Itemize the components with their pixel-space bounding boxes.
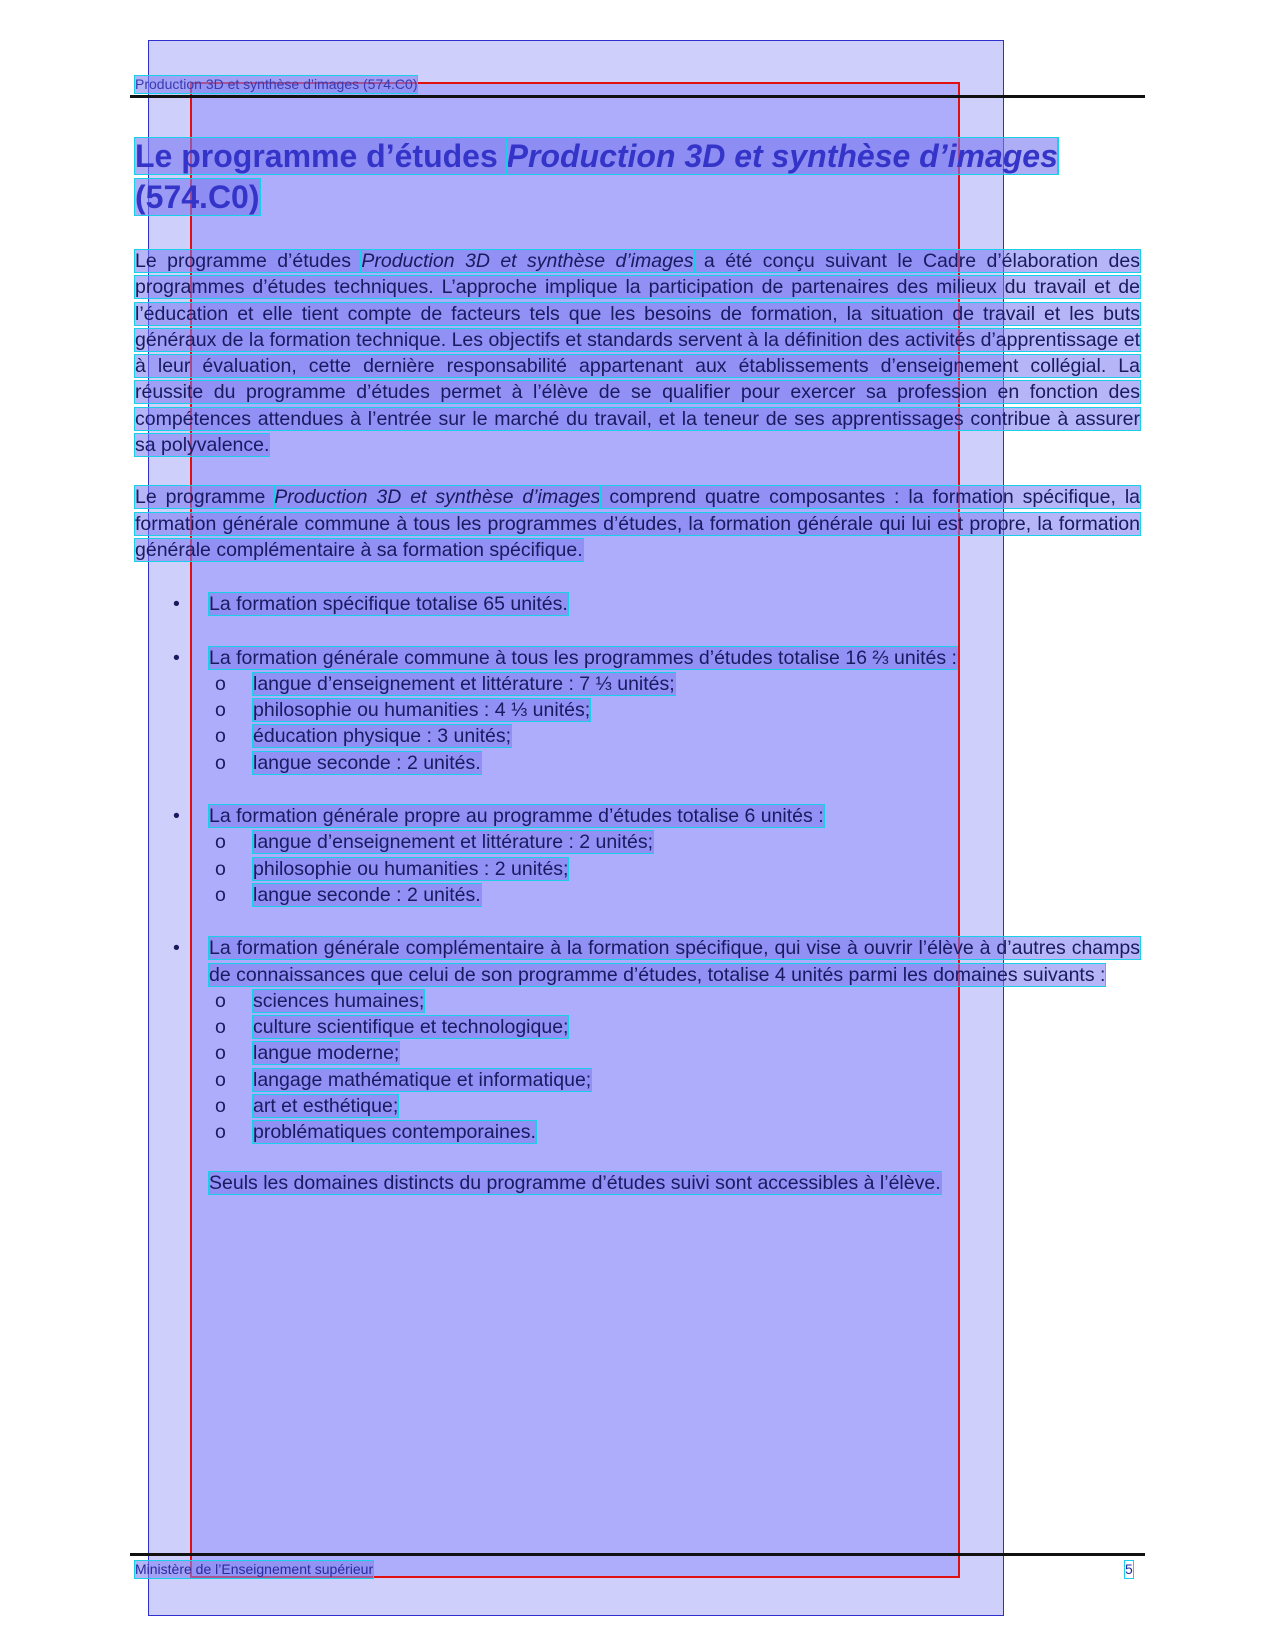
sub-list-item [209, 671, 1140, 697]
sub-item-text: langue seconde : 2 unités. [253, 751, 481, 774]
components-lead: Le programme [135, 486, 275, 509]
footer-rule [130, 1553, 1145, 1556]
footer-ministry: Ministère de l’Enseignement supérieur [135, 1561, 374, 1577]
sub-item-text: langue d’enseignement et littérature : 7 ⅓ unités; [253, 672, 675, 695]
sub-item-text: philosophie ou humanities : 2 unités; [253, 857, 569, 880]
intro-rest: a été conçu suivant le Cadre d’élaboration des programmes d’études techniques. L’approche implique la participation de partenaires des milieux du travail et de l’éducation et elle tient compte de facteurs tels que les besoins de formation, la situation de travail et les buts généraux de la formation technique. Les objectifs et standards servent à la définition des activités d’apprentissage et à leur évaluation, cette dernière responsabilité appartenant aux établissements d’enseignement collégial. La réussite du programme d’études permet à l’élève de se qualifier pour exercer sa profession en fonction des compétences attendues à l’entrée sur le marché du travail, et la teneur de ses apprentissages contribue à assurer sa polyvalence. [135, 250, 1140, 457]
sub-list [209, 829, 1140, 908]
page-number: 5 [1125, 1561, 1133, 1577]
list-item-text: La formation générale complémentaire à la formation spécifique, qui vise à ouvrir l’élève à d’autres champs de connaissances que celui de son programme d’études, totalise 4 unités parmi les domaines suivants : [209, 937, 1140, 986]
sub-list-item [209, 1093, 1140, 1119]
intro-paragraph [135, 248, 1140, 458]
sub-list-item [209, 829, 1140, 855]
sub-item-text: philosophie ou humanities : 4 ⅓ unités; [253, 699, 591, 722]
sub-list [209, 988, 1140, 1146]
page-title [135, 136, 1140, 218]
sub-list [209, 671, 1140, 776]
list-item [135, 591, 1140, 617]
intro-lead: Le programme d’études [135, 250, 362, 272]
sub-list-item [209, 1067, 1140, 1093]
components-rest: comprend quatre composantes : la formation spécifique, la formation générale commune à tous les programmes d’études, la formation générale qui lui est propre, la formation générale complémentaire à sa formation spécifique. [135, 486, 1141, 561]
sub-list-item [209, 1014, 1140, 1040]
list-item-text: La formation générale commune à tous les programmes d’études totalise 16 ⅔ unités : [209, 646, 957, 669]
components-italic: Production 3D et synthèse d’images [274, 486, 601, 509]
sub-item-text: éducation physique : 3 unités; [253, 725, 512, 748]
sub-item-text: langue d’enseignement et littérature : 2 unités; [253, 831, 654, 854]
list-item [135, 803, 1140, 908]
title-part1: Le programme d’études [135, 138, 507, 174]
list-item-text: La formation spécifique totalise 65 unités. [209, 593, 568, 616]
title-part3: (574.C0) [135, 179, 260, 215]
sub-list-item [209, 750, 1140, 776]
title-italic: Production 3D et synthèse d’images [506, 138, 1058, 174]
sub-list-item [209, 723, 1140, 749]
components-list [135, 591, 1140, 1196]
header-rule [130, 95, 1145, 98]
sub-list-item [209, 882, 1140, 908]
domains-note [209, 1170, 1140, 1196]
sub-list-item [209, 988, 1140, 1014]
sub-list-item [209, 856, 1140, 882]
sub-list-item [209, 697, 1140, 723]
list-item [135, 645, 1140, 776]
sub-item-text: langage mathématique et informatique; [253, 1068, 592, 1091]
intro-italic: Production 3D et synthèse d’images [361, 250, 694, 272]
sub-item-text: art et esthétique; [253, 1095, 399, 1118]
page-content [135, 136, 1140, 1223]
running-header: Production 3D et synthèse d’images (574.C0) [135, 76, 418, 92]
list-item-text: La formation générale propre au programme d’études totalise 6 unités : [209, 805, 824, 828]
list-item [135, 935, 1140, 1196]
sub-item-text: culture scientifique et technologique; [253, 1016, 569, 1039]
components-paragraph [135, 484, 1140, 563]
domains-note-text: Seuls les domaines distincts du programme d’études suivi sont accessibles à l’élève. [209, 1171, 941, 1194]
sub-item-text: problématiques contemporaines. [253, 1121, 536, 1144]
sub-item-text: sciences humaines; [253, 989, 425, 1012]
sub-item-text: langue seconde : 2 unités. [253, 883, 481, 906]
sub-list-item [209, 1040, 1140, 1066]
sub-list-item [209, 1119, 1140, 1145]
sub-item-text: langue moderne; [253, 1042, 400, 1065]
